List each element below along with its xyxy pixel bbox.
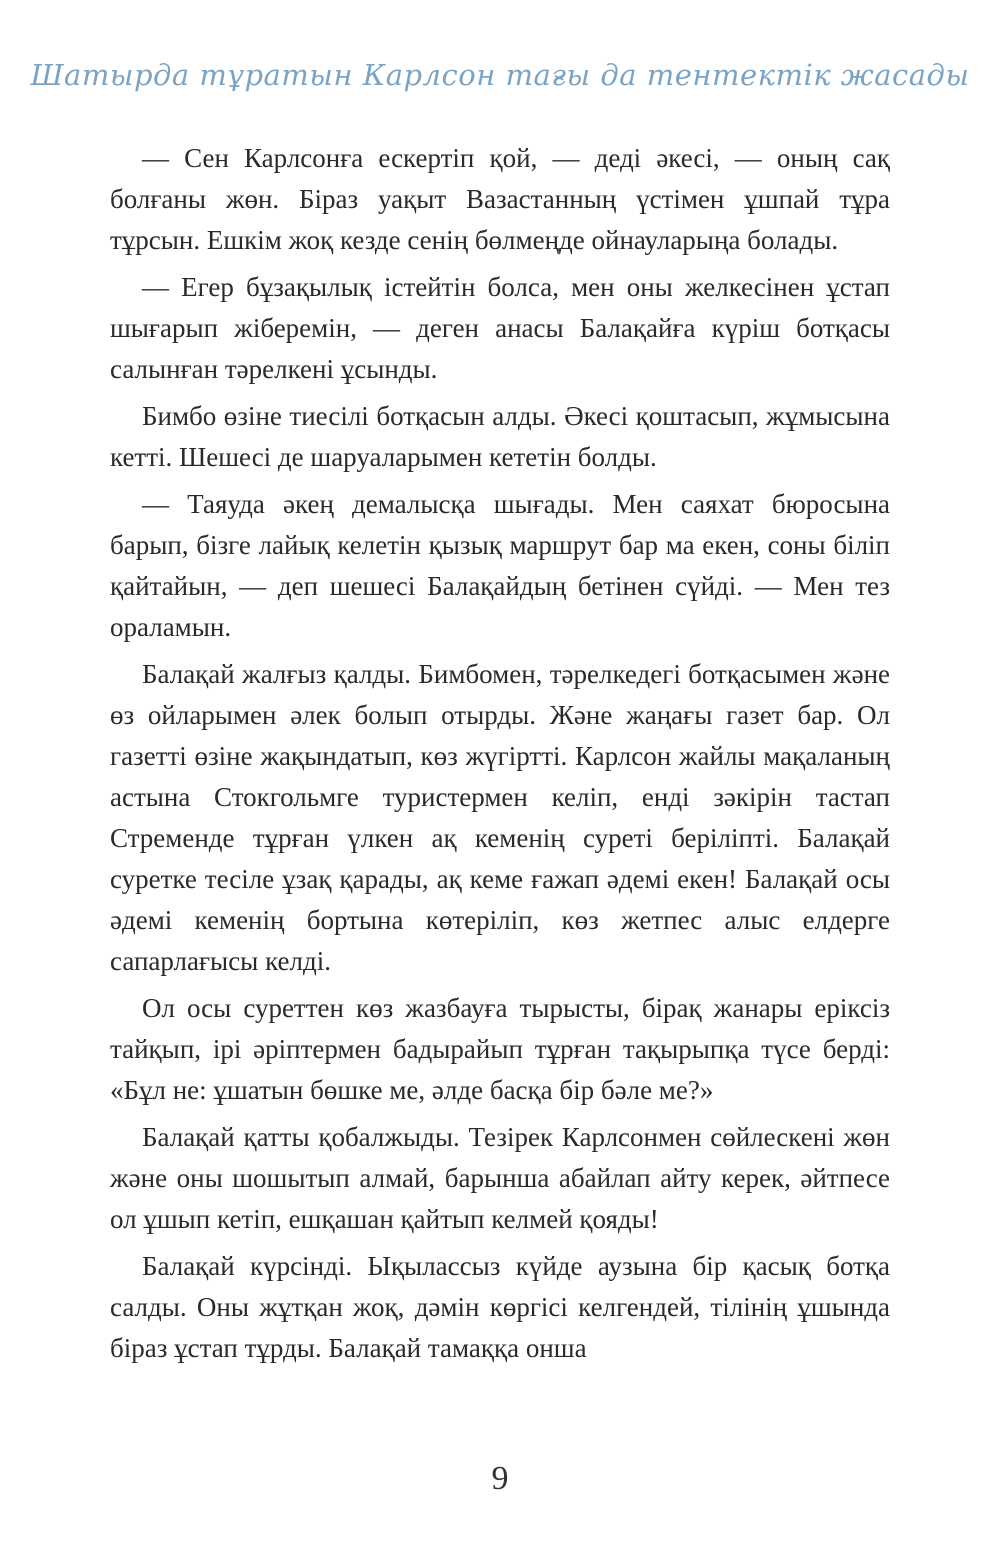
paragraph-5: Балақай жалғыз қалды. Бимбомен, тәрелкедегі ботқасымен және өз ойларымен әлек болып отырды. Және жаңағы газет бар. Ол газетті өзіне жақындатып, көз жүгіртті. Карлсон жайлы мақаланың астына Стокгольмге туристермен келіп, енді зәкірін тастап Стременде тұрған үлкен ақ кеменің суреті берiліпті. Балақай суретке тесіле ұзақ қарады, ақ кеме ғажап әдемі екен! Балақай осы әдемі кеменің бортына көтеріліп, көз жетпес алыс елдерге сапарлағысы келді. — [110, 659, 890, 976]
paragraph-6: Ол осы суреттен көз жазбауға тырысты, бірақ жанары еріксіз тайқып, ірі әріптермен бадырайып тұрған тақырыпқа түсе берді: «Бұл не: ұшатын бөшке ме, әлде басқа бір бәле ме?» — [110, 993, 890, 1105]
paragraph-3: Бимбо өзіне тиесілі ботқасын алды. Әкесі қоштасып, жұмысына кетті. Шешесі де шаруаларымен кететін болды. — [110, 401, 890, 472]
paragraph-1: — Сен Карлсонға ескертіп қой, — деді әкесі, — оның сақ болғаны жөн. Біраз уақыт Вазастанның үстімен ұшпай тұра тұрсын. Ешкім жоқ кезде сенің бөлмеңде ойнауларыңа болады. — [110, 143, 890, 255]
paragraph-8: Балақай күрсінді. Ықылассыз күйде аузына бір қасық ботқа салды. Оны жұтқан жоқ, дәмін көргісі келгендей, тілінің ұшында біраз ұстап тұрды. Балақай тамаққа онша — [110, 1251, 890, 1363]
paragraph-7: Балақай қатты қобалжыды. Тезірек Карлсонмен сөйлескені жөн және оны шошытып алмай, барынша абайлап айту керек, әйтпесе ол ұшып кетіп, ешқашан қайтып келмей қояды! — [110, 1122, 890, 1234]
body-text — [110, 138, 890, 1375]
paragraph-4: — Таяуда әкең демалысқа шығады. Мен саяхат бюросына барып, бізге лайық келетін қызық маршрут бар ма екен, соны біліп қайтайын, — деп шешесі Балақайдың бетінен сүйді. — Мен тез ораламын. — [110, 489, 890, 642]
page-number: 9 — [491, 1460, 509, 1497]
paragraph-2: — Егер бұзақылық істейтін болса, мен оны желкесінен ұстап шығарып жіберемін, — деген анасы Балақайға күріш ботқасы салынған тәрелкені ұсынды. — [110, 272, 890, 384]
running-header-title: Шатырда тұратын Карлсон тағы да тентектік жасады — [30, 58, 970, 92]
